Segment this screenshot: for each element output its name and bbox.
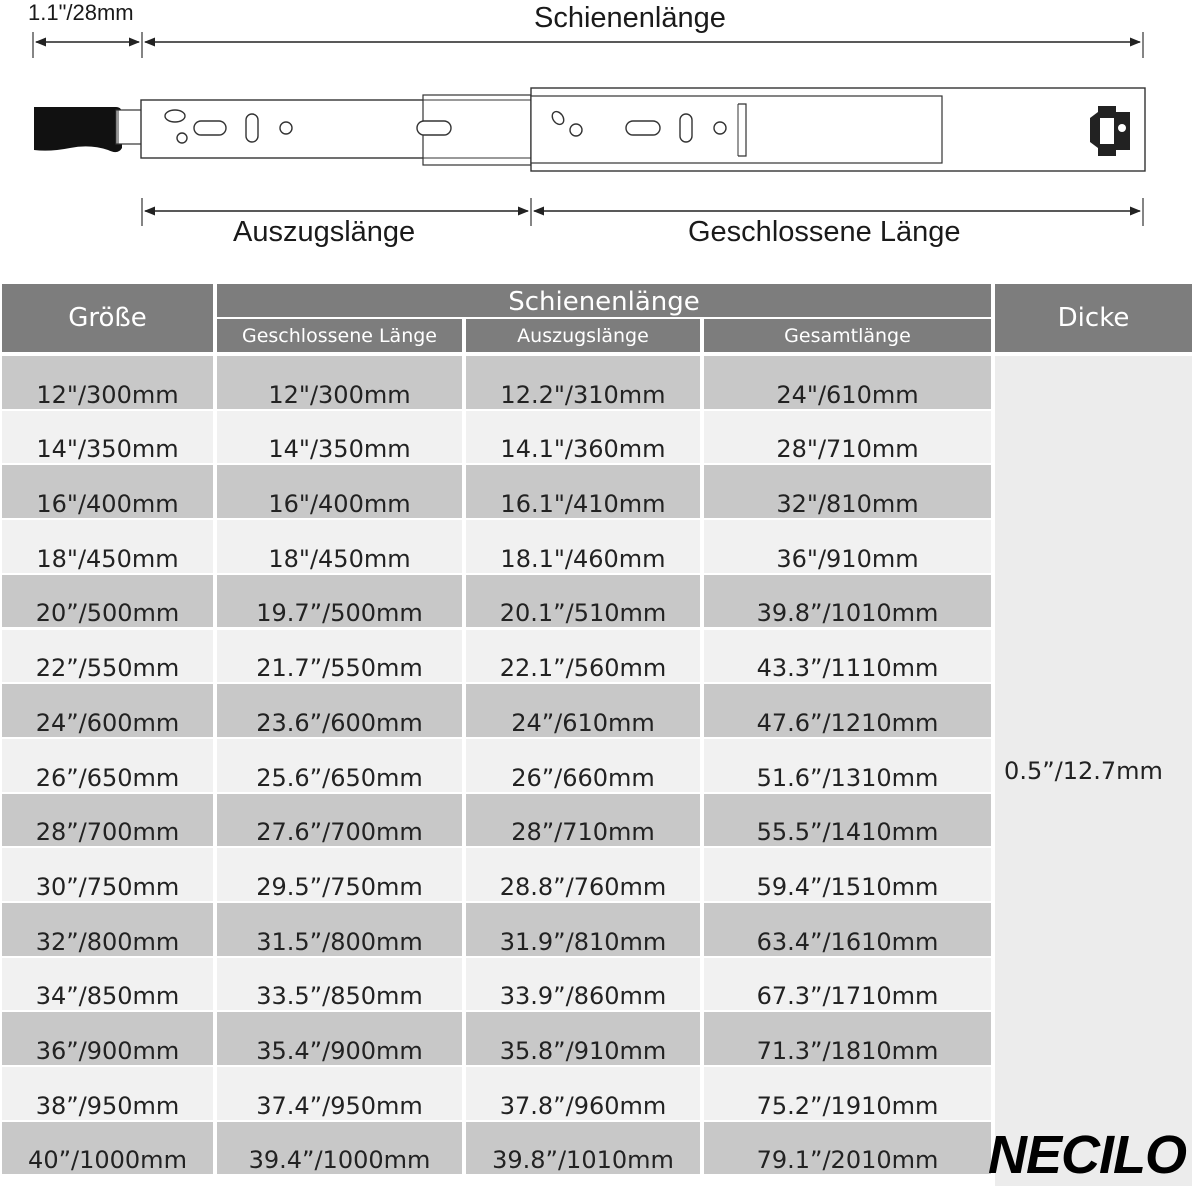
total-length-cell: 24"/610mm [704, 356, 991, 409]
total-length-cell: 39.8”/1010mm [704, 575, 991, 628]
size-cell: 16"/400mm [2, 465, 213, 518]
total-length-cell: 36"/910mm [704, 520, 991, 573]
total-length-cell: 28"/710mm [704, 411, 991, 464]
header-thickness: Dicke [995, 284, 1192, 352]
extension-length-cell: 20.1”/510mm [466, 575, 700, 628]
header-total-length: Gesamtlänge [704, 319, 991, 352]
thickness-value: 0.5”/12.7mm [1004, 757, 1163, 785]
total-length-cell: 59.4”/1510mm [704, 848, 991, 901]
extension-length-cell: 33.9”/860mm [466, 958, 700, 1011]
closed-length-cell: 29.5”/750mm [217, 848, 462, 901]
total-length-cell: 43.3”/1110mm [704, 630, 991, 683]
total-length-cell: 71.3”/1810mm [704, 1012, 991, 1065]
extension-length-cell: 39.8”/1010mm [466, 1122, 700, 1175]
total-length-cell: 79.1”/2010mm [704, 1122, 991, 1175]
rail-bumper [34, 107, 122, 152]
total-length-cell: 32"/810mm [704, 465, 991, 518]
closed-length-cell: 31.5”/800mm [217, 903, 462, 956]
size-cell: 26”/650mm [2, 739, 213, 792]
size-cell: 12"/300mm [2, 356, 213, 409]
header-closed-length: Geschlossene Länge [217, 319, 462, 352]
size-cell: 30”/750mm [2, 848, 213, 901]
total-length-cell: 55.5”/1410mm [704, 794, 991, 847]
closed-length-cell: 14"/350mm [217, 411, 462, 464]
closed-length-cell: 27.6”/700mm [217, 794, 462, 847]
closed-length-cell: 35.4”/900mm [217, 1012, 462, 1065]
rail-diagram [0, 0, 1200, 270]
size-cell: 22”/550mm [2, 630, 213, 683]
extension-label: Auszugslänge [233, 216, 416, 248]
brand-logo: NECILO [988, 1125, 1187, 1185]
closed-length-label: Geschlossene Länge [688, 216, 961, 248]
total-length-cell: 75.2”/1910mm [704, 1067, 991, 1120]
size-cell: 14"/350mm [2, 411, 213, 464]
drawer-slide-drawing [0, 0, 1200, 270]
closed-length-cell: 37.4”/950mm [217, 1067, 462, 1120]
extension-length-cell: 22.1”/560mm [466, 630, 700, 683]
extension-length-cell: 16.1"/410mm [466, 465, 700, 518]
size-cell: 34”/850mm [2, 958, 213, 1011]
header-size: Größe [2, 284, 213, 352]
size-cell: 38”/950mm [2, 1067, 213, 1120]
size-cell: 32”/800mm [2, 903, 213, 956]
size-cell: 20”/500mm [2, 575, 213, 628]
closed-length-cell: 18"/450mm [217, 520, 462, 573]
offset-label: 1.1"/28mm [28, 0, 134, 25]
header-extension-length: Auszugslänge [466, 319, 700, 352]
extension-length-cell: 28.8”/760mm [466, 848, 700, 901]
extension-length-cell: 14.1"/360mm [466, 411, 700, 464]
total-length-cell: 47.6”/1210mm [704, 684, 991, 737]
size-cell: 40”/1000mm [2, 1122, 213, 1175]
closed-length-cell: 16"/400mm [217, 465, 462, 518]
size-cell: 36”/900mm [2, 1012, 213, 1065]
size-cell: 28”/700mm [2, 794, 213, 847]
extension-length-cell: 28”/710mm [466, 794, 700, 847]
extension-length-cell: 24”/610mm [466, 684, 700, 737]
total-length-cell: 63.4”/1610mm [704, 903, 991, 956]
size-cell: 24”/600mm [2, 684, 213, 737]
closed-length-cell: 25.6”/650mm [217, 739, 462, 792]
rail-length-label: Schienenlänge [534, 2, 726, 34]
header-rail-length: Schienenlänge [217, 284, 991, 317]
size-cell: 18"/450mm [2, 520, 213, 573]
extension-length-cell: 37.8”/960mm [466, 1067, 700, 1120]
extension-length-cell: 26”/660mm [466, 739, 700, 792]
closed-length-cell: 12"/300mm [217, 356, 462, 409]
extension-length-cell: 18.1"/460mm [466, 520, 700, 573]
total-length-cell: 67.3”/1710mm [704, 958, 991, 1011]
closed-length-cell: 33.5”/850mm [217, 958, 462, 1011]
closed-length-cell: 21.7”/550mm [217, 630, 462, 683]
extension-length-cell: 31.9”/810mm [466, 903, 700, 956]
extension-length-cell: 12.2"/310mm [466, 356, 700, 409]
total-length-cell: 51.6”/1310mm [704, 739, 991, 792]
closed-length-cell: 23.6”/600mm [217, 684, 462, 737]
thickness-cell [995, 356, 1192, 1186]
extension-length-cell: 35.8”/910mm [466, 1012, 700, 1065]
closed-length-cell: 39.4”/1000mm [217, 1122, 462, 1175]
closed-length-cell: 19.7”/500mm [217, 575, 462, 628]
